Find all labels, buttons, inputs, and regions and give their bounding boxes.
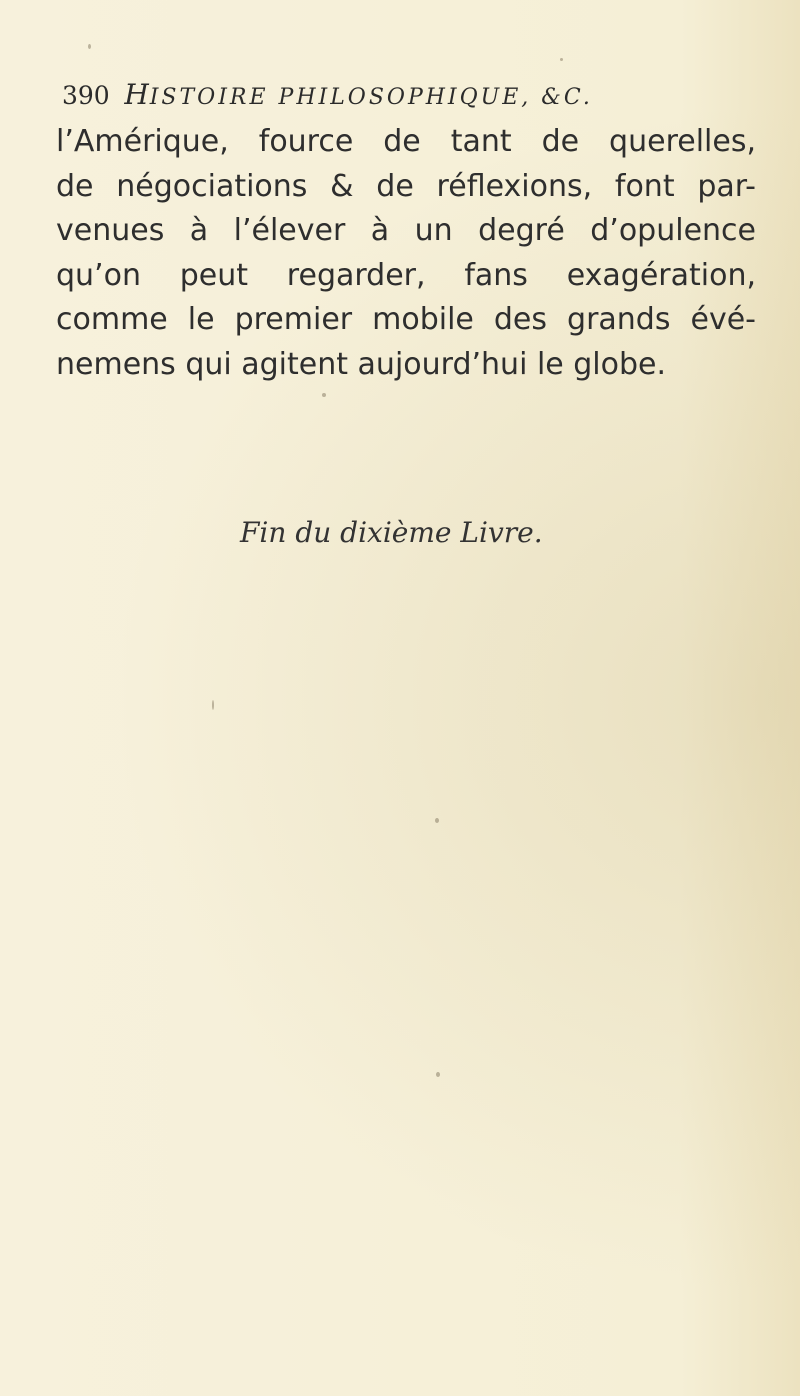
paper-speck [212, 700, 214, 710]
page-number: 390 [62, 81, 110, 110]
paper-speck [88, 44, 91, 49]
text-line: comme le premier mobile des grands évé- [56, 302, 756, 337]
text-line: qu’on peut regarder, fans exagération, [56, 257, 756, 293]
running-title-initial: H [124, 78, 150, 111]
text-line: de négociations & de réflexions, font par- [56, 168, 756, 204]
text-line: nemens qui agitent aujourd’hui le globe. [56, 346, 667, 382]
paper-speck [560, 58, 563, 61]
running-title-rest: ISTOIRE PHILOSOPHIQUE, &C. [149, 85, 593, 110]
body-paragraph [56, 120, 756, 387]
text-line: venues à l’élever à un degré d’opulence [56, 213, 756, 248]
running-head [62, 78, 752, 111]
end-of-book-colophon: Fin du dixième Livre. [240, 516, 543, 549]
paper-speck [435, 818, 439, 823]
text-line: l’Amérique, fource de tant de querelles, [56, 124, 756, 159]
paper-speck [436, 1072, 440, 1077]
running-title [124, 78, 593, 111]
paper-speck [322, 393, 326, 397]
